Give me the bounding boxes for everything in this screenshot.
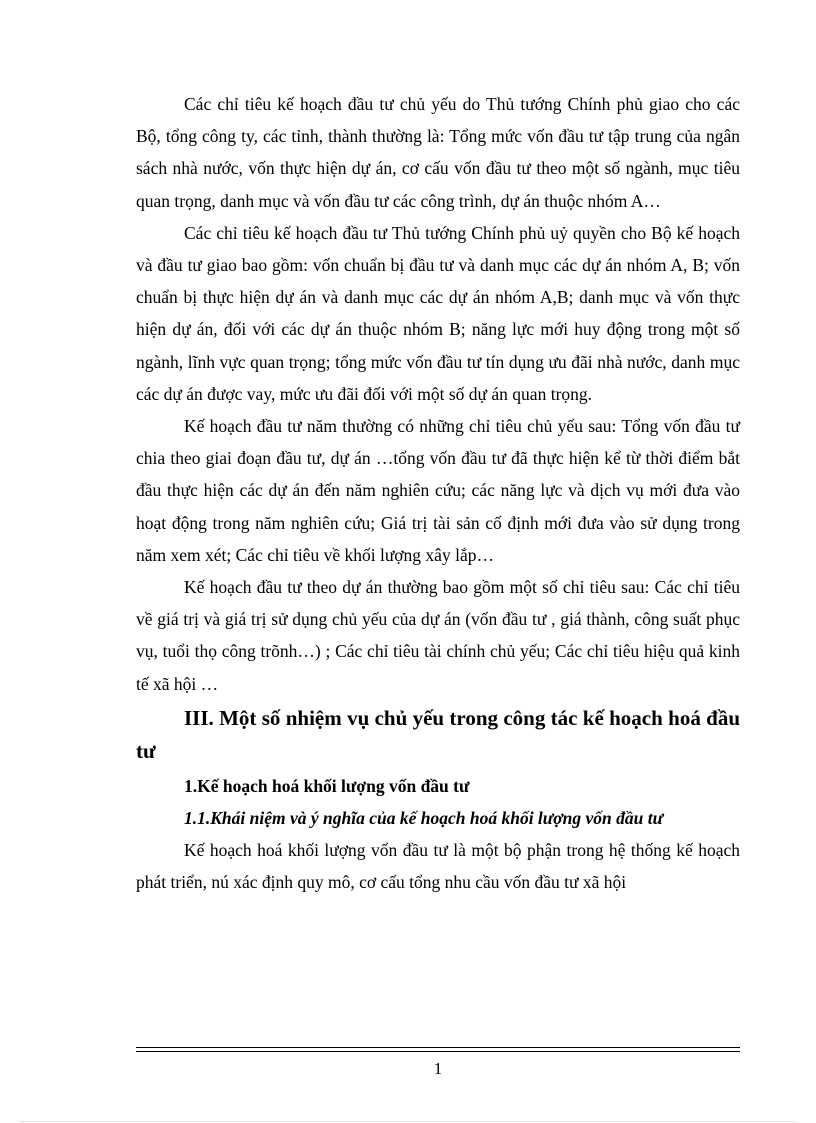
paragraph-definition: Kế hoạch hoá khối lượng vốn đầu tư là một bộ phận trong hệ thống kế hoạch phát triển, nú xác định quy mô, cơ cấu tổng nhu cầu vốn đầu tư xã hội	[136, 839, 740, 893]
page-bottom-edge	[20, 1121, 796, 1122]
paragraph-annual-plan: Kế hoạch đầu tư năm thường có những chỉ tiêu chủ yếu sau: Tổng vốn đầu tư chia theo giai đoạn đầu tư, dự án …tổng vốn đầu tư đã thực hiện kể từ thời điểm bắt đầu thực hiện các dự án đến năm nghiên cứu; các năng lực và dịch vụ mới đưa vào hoạt động trong năm nghiên cứu; Giá trị tài sản cố định mới đưa vào sử dụng trong năm xem xét; Các chỉ tiêu về khối lượng xây lắp…	[136, 416, 740, 565]
document-body	[136, 88, 740, 898]
subsection-heading: 1.Kế hoạch hoá khối lượng vốn đầu tư	[184, 775, 470, 796]
paragraph-delegated-targets: Các chỉ tiêu kế hoạch đầu tư Thủ tướng Chính phủ uỷ quyền cho Bộ kế hoạch và đầu tư giao bao gồm: vốn chuẩn bị đầu tư và danh mục các dự án nhóm A, B; vốn chuẩn bị thực hiện dự án và danh mục các dự án nhóm A,B; danh mục và vốn thực hiện dự án, đối với các dự án thuộc nhóm B; năng lực mới huy động trong một số ngành, lĩnh vực quan trọng; tổng mức vốn đầu tư tín dụng ưu đãi nhà nước, danh mục các dự án được vay, mức ưu đãi đối với một số dự án quan trọng.	[136, 222, 740, 404]
footer-rule-bottom	[136, 1051, 740, 1052]
subsubsection-heading: 1.1.Khái niệm và ý nghĩa của kế hoạch hoá khối lượng vốn đầu tư	[184, 807, 664, 828]
paragraph-project-plan: Kế hoạch đầu tư theo dự án thường bao gồm một số chỉ tiêu sau: Các chỉ tiêu về giá trị và giá trị sử dụng chủ yếu của dự án (vốn đầu tư , giá thành, công suất phục vụ, tuổi thọ công trõnh…) ; Các chỉ tiêu tài chính chủ yếu; Các chỉ tiêu hiệu quả kinh tế xã hội …	[136, 577, 740, 694]
paragraph-assigned-targets: Các chỉ tiêu kế hoạch đầu tư chủ yếu do Thủ tướng Chính phủ giao cho các Bộ, tổng công ty, các tỉnh, thành thường là: Tổng mức vốn đầu tư tập trung của ngân sách nhà nước, vốn thực hiện dự án, cơ cấu vốn đầu tư theo một số ngành, mục tiêu quan trọng, danh mục và vốn đầu tư các công trình, dự án thuộc nhóm A…	[136, 94, 740, 211]
footer-rule-top	[136, 1047, 740, 1048]
section-heading: III. Một số nhiệm vụ chủ yếu trong công tác kế hoạch hoá đầu tư	[136, 705, 740, 763]
page-number: 1	[433, 1059, 443, 1078]
